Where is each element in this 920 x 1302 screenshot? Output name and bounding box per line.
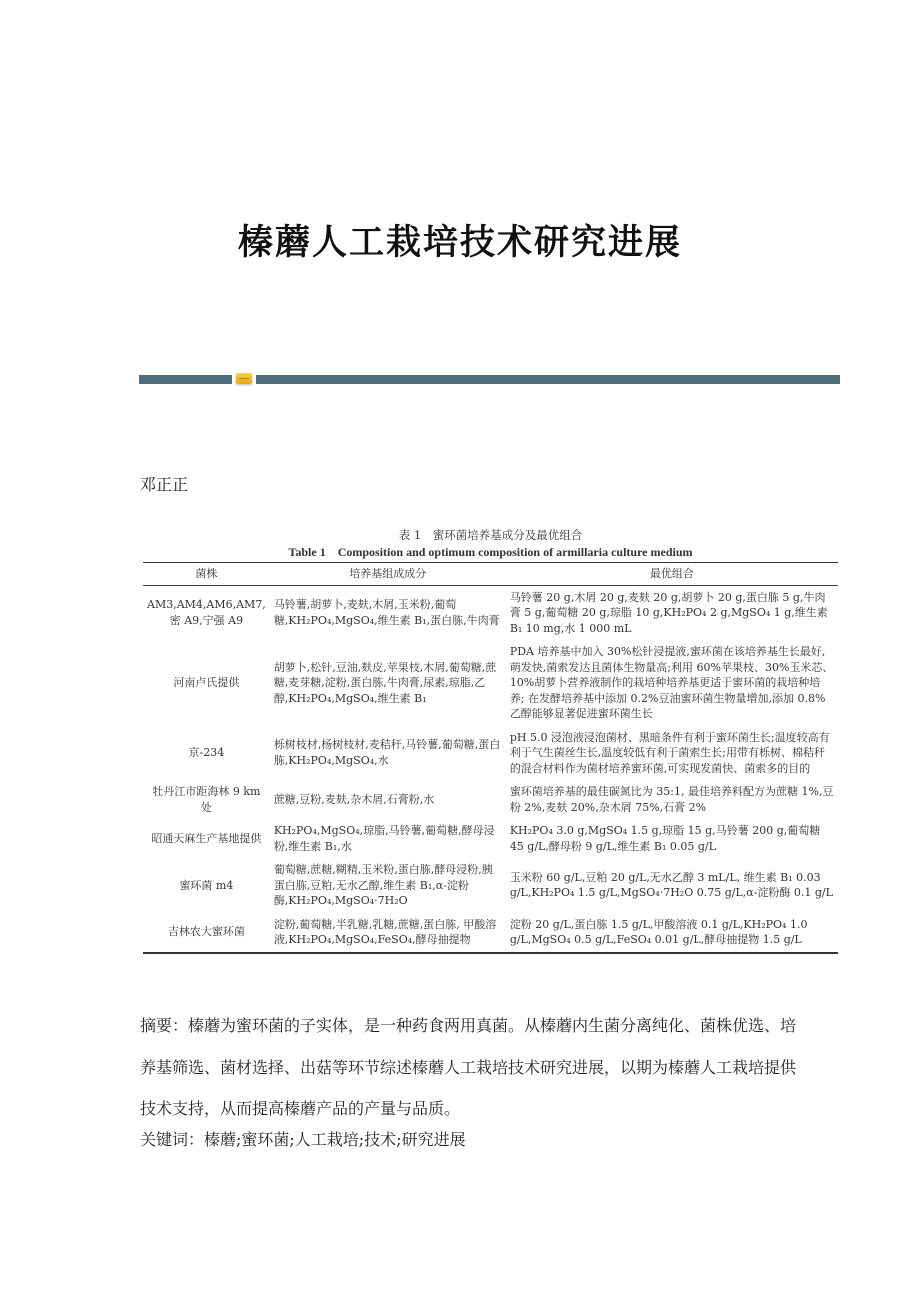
table-header-row (143, 563, 838, 586)
table-row (143, 858, 838, 913)
abstract: 摘要：榛蘑为蜜环菌的子实体，是一种药食两用真菌。从榛蘑内生菌分离纯化、菌株优选、培养基筛选、菌材选择、出菇等环节综述榛蘑人工栽培技术研究进展，以期为榛蘑人工栽培提供技术支持，从而提高榛蘑产品的产量与品质。 (140, 1016, 797, 1118)
cell-optimum: 蜜环菌培养基的最佳碳氮比为 35:1, 最佳培养料配方为蔗糖 1%,豆粉 2%,麦麸 20%,杂木屑 75%,石膏 2% (509, 785, 834, 814)
cell-strain: 牡丹江市距海林 9 km 处 (152, 785, 261, 814)
divider-bar-right (256, 375, 840, 384)
cell-strain: AM3,AM4,AM6,AM7,密 A9,宁强 A9 (147, 598, 266, 627)
header-strain: 菌株 (143, 563, 270, 586)
cell-components: 胡萝卜,松针,豆油,麸皮,苹果枝,木屑,葡萄糖,蔗糖,麦芽糖,淀粉,蛋白胨,牛肉膏,尿素,琼脂,乙醇,KH₂PO₄,MgSO₄,维生素 B₁ (273, 660, 497, 705)
table-row (143, 640, 838, 726)
table-row (143, 726, 838, 781)
composition-table-figure (143, 528, 838, 954)
cell-strain: 昭通天麻生产基地提供 (151, 831, 262, 845)
table-row (143, 585, 838, 640)
table-caption-cn: 表 1 蜜环菌培养基成分及最优组合 (398, 528, 583, 542)
cell-strain: 蜜环菌 m4 (179, 878, 234, 892)
cell-strain: 河南卢氏提供 (173, 676, 240, 689)
cell-strain: 京-234 (188, 746, 225, 759)
table-row (143, 780, 838, 819)
cell-optimum: pH 5.0 浸泡液浸泡菌材、黑暗条件有利于蜜环菌生长;温度较高有利于气生菌丝生长,温度较低有利于菌索生长;用带有栎树、棉秸秆的混合材料作为菌材培养蜜环菌,可实现发菌快、菌索多的目的 (509, 730, 830, 775)
table-caption-en: Table 1 Composition and optimum composition of armillaria culture medium (288, 544, 693, 559)
cell-components: 葡萄糖,蔗糖,糊精,玉米粉,蛋白胨,酵母浸粉,胰蛋白胨,豆粕,无水乙醇,维生素 B₁,α-淀粉酶,KH₂PO₄,MgSO₄·7H₂O (273, 863, 493, 907)
header-components: 培养基组成成分 (270, 563, 506, 586)
cell-components: 马铃薯,胡萝卜,麦麸,木屑,玉米粉,葡萄糖,KH₂PO₄,MgSO₄,维生素 B₁,蛋白胨,牛肉膏 (273, 598, 500, 627)
cell-components: 淀粉,葡萄糖,半乳糖,乳糖,蔗糖,蛋白胨, 甲酸溶液,KH₂PO₄,MgSO₄,FeSO₄,酵母抽提物 (273, 917, 497, 946)
cell-components: KH₂PO₄,MgSO₄,琼脂,马铃薯,葡萄糖,酵母浸粉,维生素 B₁,水 (273, 824, 495, 853)
header-optimum: 最优组合 (506, 563, 838, 586)
cell-components: 栎树枝材,杨树枝材,麦秸秆,马铃薯,葡萄糖,蛋白胨,KH₂PO₄,MgSO₄,水 (273, 738, 501, 767)
folded-ribbon-icon (236, 373, 252, 384)
document-title: 榛蘑人工栽培技术研究进展 (237, 222, 682, 263)
cell-optimum: PDA 培养基中加入 30%松针浸提液,蜜环菌在该培养基生长最好,萌发快,菌索发达且菌体生物量高;利用 60%苹果枝、30%玉米芯、10%胡萝卜营养液制作的栽培种培养基更适于蜜环菌的栽培种培养; 在发酵培养基中添加 0.2%豆油蜜环菌生物量增加,添加 0.8%乙醇能够显著促进蜜环菌生长 (509, 645, 834, 720)
author-name: 邓正正 (140, 475, 189, 494)
cell-optimum: 淀粉 20 g/L,蛋白胨 1.5 g/L,甲酸溶液 0.1 g/L,KH₂PO₄ 1.0 g/L,MgSO₄ 0.5 g/L,FeSO₄ 0.01 g/L,酵母抽提物 1.5 g/L (509, 917, 808, 946)
table-row (143, 913, 838, 953)
keywords: 关键词：榛蘑;蜜环菌;人工栽培;技术;研究进展 (140, 1130, 466, 1149)
cell-components: 蔗糖,豆粉,麦麸,杂木屑,石膏粉,水 (273, 792, 435, 806)
cell-optimum: 玉米粉 60 g/L,豆粕 20 g/L,无水乙醇 3 mL/L, 维生素 B₁ 0.03 g/L,KH₂PO₄ 1.5 g/L,MgSO₄·7H₂O 0.75 g/L,α-淀粉酶 0.1 g/L (509, 870, 833, 900)
cell-optimum: KH₂PO₄ 3.0 g,MgSO₄ 1.5 g,琼脂 15 g,马铃薯 200 g,葡萄糖 45 g/L,酵母粉 9 g/L,维生素 B₁ 0.05 g/L (509, 824, 821, 853)
cell-optimum: 马铃薯 20 g,木屑 20 g,麦麸 20 g,胡萝卜 20 g,蛋白胨 5 g,牛肉膏 5 g,葡萄糖 20 g,琼脂 10 g,KH₂PO₄ 2 g,MgSO₄ 1 g,维生素 B₁ 10 mg,水 1 000 mL (509, 590, 828, 635)
cell-strain: 吉林农大蜜环菌 (167, 925, 245, 939)
divider-bar-left (139, 375, 232, 384)
composition-table (143, 562, 838, 954)
table-row (143, 819, 838, 858)
